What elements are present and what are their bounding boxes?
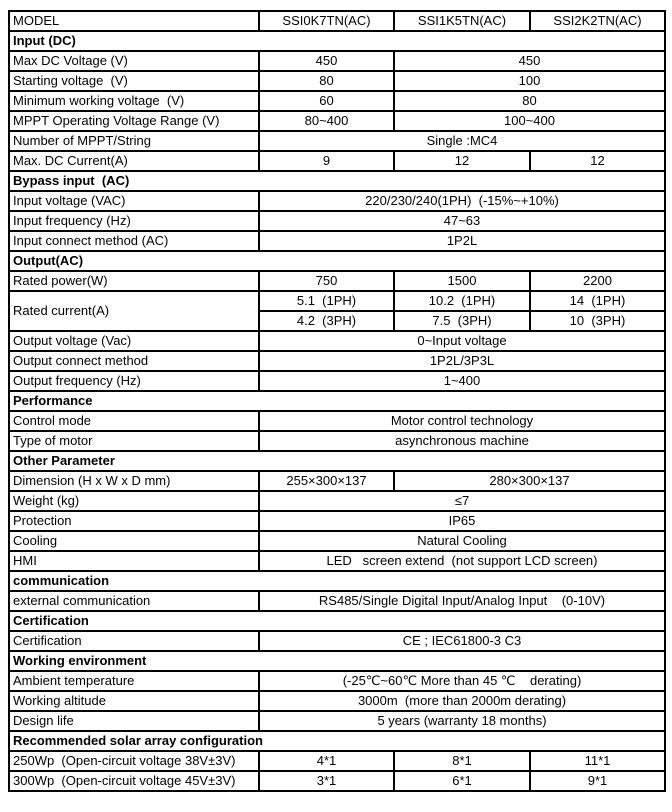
row-label: Input voltage (VAC) [9, 191, 259, 211]
value-cell: 750 [259, 271, 394, 291]
table-row [9, 631, 665, 651]
row-label: 250Wp (Open-circuit voltage 38V±3V) [9, 751, 259, 771]
section-row [9, 451, 665, 471]
table-row [9, 71, 665, 91]
table-row [9, 91, 665, 111]
row-label: Dimension (H x W x D mm) [9, 471, 259, 491]
value-cell: 12 [530, 151, 665, 171]
row-label: Type of motor [9, 431, 259, 451]
table-row [9, 671, 665, 691]
table-row [9, 491, 665, 511]
table-row [9, 771, 665, 791]
table-row [9, 291, 665, 311]
spec-table [8, 10, 666, 792]
section-row [9, 651, 665, 671]
section-header: communication [9, 571, 665, 591]
row-label: Control mode [9, 411, 259, 431]
section-header: Recommended solar array configuration [9, 731, 665, 751]
row-label: Output frequency (Hz) [9, 371, 259, 391]
value-cell: 3000m (more than 2000m derating) [259, 691, 665, 711]
table-row [9, 691, 665, 711]
section-header: Working environment [9, 651, 665, 671]
table-row [9, 51, 665, 71]
table-row [9, 351, 665, 371]
spec-table-body [9, 11, 665, 791]
table-row [9, 411, 665, 431]
value-cell: 450 [259, 51, 394, 71]
row-label: Protection [9, 511, 259, 531]
row-label: Minimum working voltage (V) [9, 91, 259, 111]
row-label: HMI [9, 551, 259, 571]
value-cell: Natural Cooling [259, 531, 665, 551]
section-row [9, 31, 665, 51]
row-label: Output connect method [9, 351, 259, 371]
value-cell: 11*1 [530, 751, 665, 771]
row-label: Max DC Voltage (V) [9, 51, 259, 71]
value-cell: 0~Input voltage [259, 331, 665, 351]
row-label: Number of MPPT/String [9, 131, 259, 151]
row-label: Certification [9, 631, 259, 651]
row-label: Working altitude [9, 691, 259, 711]
table-row [9, 231, 665, 251]
row-label: Rated current(A) [9, 291, 259, 331]
section-row [9, 171, 665, 191]
row-label: Ambient temperature [9, 671, 259, 691]
table-row [9, 471, 665, 491]
value-cell: 4*1 [259, 751, 394, 771]
value-cell: 280×300×137 [394, 471, 665, 491]
value-cell: 450 [394, 51, 665, 71]
table-row [9, 711, 665, 731]
table-row [9, 531, 665, 551]
row-label: Rated power(W) [9, 271, 259, 291]
model-name: SSI1K5TN(AC) [394, 11, 530, 31]
value-cell: 1~400 [259, 371, 665, 391]
table-row [9, 751, 665, 771]
table-row [9, 271, 665, 291]
row-label: Output voltage (Vac) [9, 331, 259, 351]
row-label: Cooling [9, 531, 259, 551]
value-cell: 7.5 (3PH) [394, 311, 530, 331]
row-label: Input frequency (Hz) [9, 211, 259, 231]
value-cell: (-25℃~60℃ More than 45 ℃ derating) [259, 671, 665, 691]
value-cell: 14 (1PH) [530, 291, 665, 311]
table-row [9, 211, 665, 231]
value-cell: 10 (3PH) [530, 311, 665, 331]
value-cell: LED screen extend (not support LCD screen) [259, 551, 665, 571]
value-cell: 5 years (warranty 18 months) [259, 711, 665, 731]
value-cell: RS485/Single Digital Input/Analog Input (0-10V) [259, 591, 665, 611]
table-row [9, 131, 665, 151]
section-header: Other Parameter [9, 451, 665, 471]
section-header: Performance [9, 391, 665, 411]
model-name: SSI0K7TN(AC) [259, 11, 394, 31]
section-row [9, 611, 665, 631]
table-row [9, 551, 665, 571]
section-header: Output(AC) [9, 251, 665, 271]
table-row [9, 371, 665, 391]
value-cell: 100~400 [394, 111, 665, 131]
section-header: Bypass input (AC) [9, 171, 665, 191]
row-label: Weight (kg) [9, 491, 259, 511]
model-name: SSI2K2TN(AC) [530, 11, 665, 31]
value-cell: 255×300×137 [259, 471, 394, 491]
model-column-header: MODEL [9, 11, 259, 31]
value-cell: 100 [394, 71, 665, 91]
value-cell: 3*1 [259, 771, 394, 791]
value-cell: 5.1 (1PH) [259, 291, 394, 311]
row-label: Starting voltage (V) [9, 71, 259, 91]
table-row [9, 431, 665, 451]
value-cell: 1P2L/3P3L [259, 351, 665, 371]
table-row [9, 151, 665, 171]
table-row [9, 331, 665, 351]
section-header: Certification [9, 611, 665, 631]
section-row [9, 731, 665, 751]
section-row [9, 251, 665, 271]
value-cell: Motor control technology [259, 411, 665, 431]
section-row [9, 391, 665, 411]
row-label: 300Wp (Open-circuit voltage 45V±3V) [9, 771, 259, 791]
row-label: Max. DC Current(A) [9, 151, 259, 171]
value-cell: Single :MC4 [259, 131, 665, 151]
row-label: MPPT Operating Voltage Range (V) [9, 111, 259, 131]
row-label: Design life [9, 711, 259, 731]
value-cell: 9*1 [530, 771, 665, 791]
value-cell: 8*1 [394, 751, 530, 771]
value-cell: CE ; IEC61800-3 C3 [259, 631, 665, 651]
value-cell: 1P2L [259, 231, 665, 251]
value-cell: 220/230/240(1PH) (-15%~+10%) [259, 191, 665, 211]
value-cell: 80~400 [259, 111, 394, 131]
table-row [9, 591, 665, 611]
value-cell: 1500 [394, 271, 530, 291]
section-row [9, 571, 665, 591]
value-cell: 47~63 [259, 211, 665, 231]
value-cell: 9 [259, 151, 394, 171]
row-label: external communication [9, 591, 259, 611]
table-row [9, 511, 665, 531]
value-cell: 4.2 (3PH) [259, 311, 394, 331]
table-row [9, 111, 665, 131]
value-cell: ≤7 [259, 491, 665, 511]
value-cell: 10.2 (1PH) [394, 291, 530, 311]
table-row [9, 191, 665, 211]
table-row [9, 11, 665, 31]
value-cell: 60 [259, 91, 394, 111]
value-cell: 80 [394, 91, 665, 111]
section-header: Input (DC) [9, 31, 665, 51]
value-cell: 12 [394, 151, 530, 171]
row-label: Input connect method (AC) [9, 231, 259, 251]
value-cell: 6*1 [394, 771, 530, 791]
value-cell: 2200 [530, 271, 665, 291]
value-cell: IP65 [259, 511, 665, 531]
value-cell: 80 [259, 71, 394, 91]
value-cell: asynchronous machine [259, 431, 665, 451]
